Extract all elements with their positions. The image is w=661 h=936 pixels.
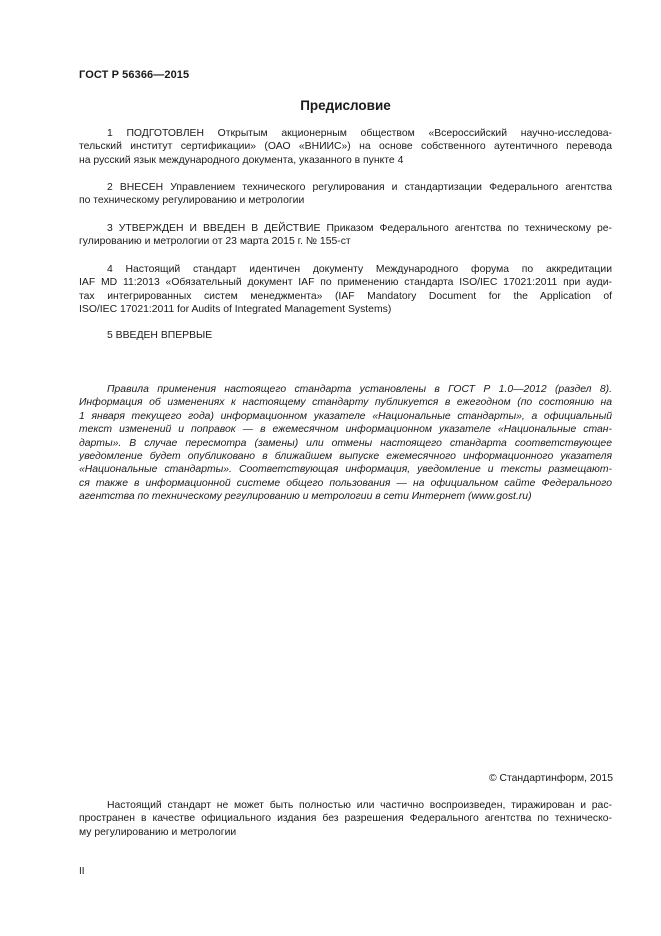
- foreword-item-4: [79, 263, 612, 317]
- text-line: дарты». В случае пересмотра (замены) или отмены настоящего стандарта соответствующее: [79, 437, 612, 449]
- text-line: му регулированию и метрологии: [79, 826, 237, 838]
- text-line: агентства по техническому регулированию и метрологии в сети Интернет (www.gost.ru): [79, 491, 532, 503]
- text-line: IAF MD 11:2013 «Обязательный документ IAF по применению стандарта ISO/IEC 17021:2011 при ауди-: [79, 277, 612, 289]
- text-line: Информация об изменениях к настоящему стандарту публикуется в ежегодном (по состоянию на: [79, 397, 612, 409]
- text-line: по техническому регулированию и метрологии: [79, 195, 305, 207]
- text-line: Настоящий стандарт не может быть полностью или частично воспроизведен, тиражирован и рас-: [107, 800, 612, 811]
- document-code: ГОСТ Р 56366—2015: [79, 69, 190, 81]
- foreword-item-5: [79, 329, 612, 342]
- text-line: 5 ВВЕДЕН ВПЕРВЫЕ: [107, 330, 213, 341]
- text-line: 4 Настоящий стандарт идентичен документу Международного форума по аккредитации: [107, 264, 612, 275]
- text-line: тах интегрированных систем менеджмента» (IAF Mandatory Document for the Application of: [79, 290, 612, 302]
- application-rules-notice: [79, 383, 612, 504]
- text-line: тельский институт сертификации» (ОАО «ВНИИС») на основе собственного аутентичного перевода: [79, 141, 612, 153]
- foreword-item-3: [79, 222, 612, 249]
- text-line: уведомление будет опубликовано в ближайшем выпуске ежемесячного информационного указателя: [79, 451, 612, 463]
- copyright-notice: © Стандартинформ, 2015: [488, 773, 613, 784]
- text-line: ISO/IEC 17021:2011 for Audits of Integrated Management Systems): [79, 304, 392, 316]
- foreword-item-1: [79, 127, 612, 167]
- foreword-item-2: [79, 181, 612, 208]
- text-line: 1 ПОДГОТОВЛЕН Открытым акционерным обществом «Всероссийский научно-исследова-: [107, 128, 612, 139]
- text-line: текст изменений и поправок — в ежемесячном информационном указателе «Национальные стан-: [79, 424, 612, 436]
- text-line: на русский язык международного документа, указанного в пункте 4: [79, 154, 404, 166]
- text-line: 3 УТВЕРЖДЕН И ВВЕДЕН В ДЕЙСТВИЕ Приказом Федерального агентства по техническому ре-: [107, 223, 612, 234]
- text-line: 2 ВНЕСЕН Управлением технического регулирования и стандартизации Федерального агентства: [107, 182, 612, 193]
- text-line: «Национальные стандарты». Соответствующая информация, уведомление и тексты размещают-: [79, 464, 612, 476]
- reproduction-notice: [79, 799, 612, 839]
- text-line: Правила применения настоящего стандарта установлены в ГОСТ Р 1.0—2012 (раздел 8).: [107, 384, 612, 395]
- text-line: ся также в информационной системе общего пользования — на официальном сайте Федерального: [79, 477, 612, 489]
- section-title: Предисловие: [300, 98, 391, 113]
- text-line: 1 января текущего года) информационном указателе «Национальные стандарты», а официальный: [79, 410, 612, 422]
- text-line: пространен в качестве официального издания без разрешения Федерального агентства по техническо-: [79, 813, 612, 825]
- text-line: гулированию и метрологии от 23 марта 2015 г. № 155-ст: [79, 236, 351, 248]
- page-number: II: [79, 866, 85, 877]
